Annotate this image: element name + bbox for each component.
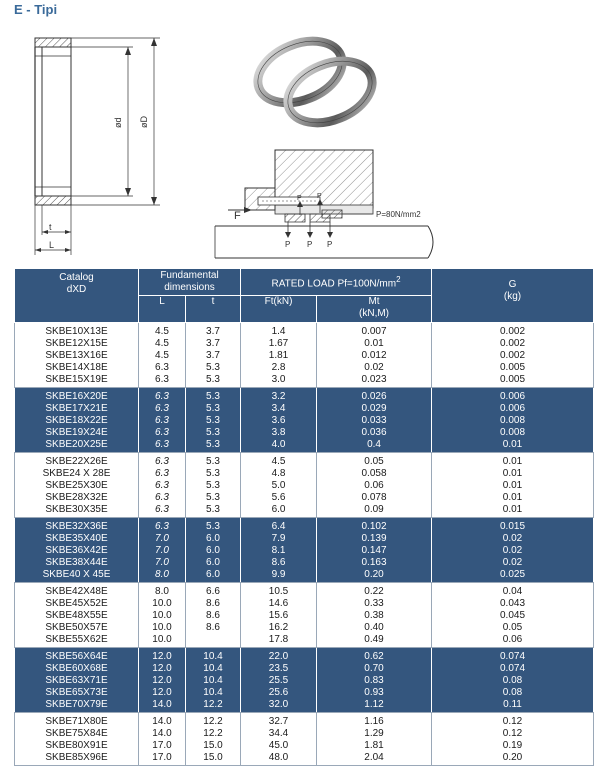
- cell-t: 8.6: [186, 598, 241, 610]
- cell-L: 10.0: [139, 598, 186, 610]
- cell-g: 0.02: [432, 557, 594, 569]
- table-row: [15, 403, 594, 415]
- table-row: [15, 713, 594, 729]
- cell-ft: 6.4: [241, 518, 317, 534]
- cell-t: 5.3: [186, 492, 241, 504]
- table-row: [15, 504, 594, 518]
- cell-g: 0.01: [432, 480, 594, 492]
- table-row: [15, 622, 594, 634]
- cell-cat: SKBE70X79E: [15, 699, 139, 713]
- cell-g: 0.002: [432, 338, 594, 350]
- cell-mt: 0.09: [317, 504, 432, 518]
- cell-cat: SKBE25X30E: [15, 480, 139, 492]
- cell-mt: 0.036: [317, 427, 432, 439]
- header-fundamental: Fundamental dimensions: [139, 269, 241, 296]
- cell-L: 17.0: [139, 752, 186, 766]
- cell-ft: 7.9: [241, 533, 317, 545]
- table-row: [15, 480, 594, 492]
- table-row: [15, 545, 594, 557]
- cell-mt: 1.12: [317, 699, 432, 713]
- cell-L: 6.3: [139, 504, 186, 518]
- cell-L: 12.0: [139, 675, 186, 687]
- cell-cat: SKBE12X15E: [15, 338, 139, 350]
- table-row: [15, 699, 594, 713]
- cell-g: 0.01: [432, 453, 594, 469]
- table-row: [15, 362, 594, 374]
- cell-g: 0.02: [432, 533, 594, 545]
- cell-ft: 4.0: [241, 439, 317, 453]
- cell-ft: 14.6: [241, 598, 317, 610]
- row-group: [15, 323, 594, 388]
- cell-t: 15.0: [186, 740, 241, 752]
- cell-ft: 22.0: [241, 648, 317, 664]
- table-row: [15, 439, 594, 453]
- t-dimension-label: t: [49, 222, 52, 232]
- cell-L: 14.0: [139, 713, 186, 729]
- cell-mt: 0.007: [317, 323, 432, 339]
- cell-t: 5.3: [186, 403, 241, 415]
- cell-cat: SKBE56X64E: [15, 648, 139, 664]
- cell-L: 14.0: [139, 699, 186, 713]
- cell-g: 0.015: [432, 518, 594, 534]
- cell-L: 4.5: [139, 338, 186, 350]
- cell-L: 6.3: [139, 415, 186, 427]
- cell-ft: 3.8: [241, 427, 317, 439]
- cell-cat: SKBE75X84E: [15, 728, 139, 740]
- cell-mt: 0.49: [317, 634, 432, 648]
- rings-photo: [249, 30, 382, 135]
- cell-ft: 34.4: [241, 728, 317, 740]
- cell-ft: 8.1: [241, 545, 317, 557]
- table-row: [15, 687, 594, 699]
- p-label-2: P: [307, 240, 313, 249]
- cell-ft: 10.5: [241, 583, 317, 599]
- cell-mt: 1.16: [317, 713, 432, 729]
- cell-mt: 0.029: [317, 403, 432, 415]
- cell-L: 6.3: [139, 362, 186, 374]
- row-group: [15, 388, 594, 453]
- cell-L: 8.0: [139, 569, 186, 583]
- cell-L: 6.3: [139, 439, 186, 453]
- table-row: [15, 583, 594, 599]
- cell-mt: 0.01: [317, 338, 432, 350]
- cell-t: 5.3: [186, 439, 241, 453]
- cell-L: 6.3: [139, 518, 186, 534]
- table-row: [15, 634, 594, 648]
- cell-ft: 3.4: [241, 403, 317, 415]
- cell-g: 0.005: [432, 362, 594, 374]
- table-row: [15, 663, 594, 675]
- cell-mt: 1.29: [317, 728, 432, 740]
- cell-mt: 0.078: [317, 492, 432, 504]
- cell-cat: SKBE38X44E: [15, 557, 139, 569]
- cell-cat: SKBE48X55E: [15, 610, 139, 622]
- cell-t: 10.4: [186, 648, 241, 664]
- table-row: [15, 427, 594, 439]
- header-mt: [317, 296, 432, 323]
- cell-g: 0.002: [432, 350, 594, 362]
- table-row: [15, 740, 594, 752]
- cell-L: 6.3: [139, 403, 186, 415]
- cell-t: 3.7: [186, 338, 241, 350]
- cell-mt: 0.40: [317, 622, 432, 634]
- cell-L: 6.3: [139, 427, 186, 439]
- table-row: [15, 557, 594, 569]
- assembly-diagram: [215, 150, 433, 258]
- cell-g: 0.006: [432, 388, 594, 404]
- cell-cat: SKBE19X24E: [15, 427, 139, 439]
- cell-mt: 0.70: [317, 663, 432, 675]
- cell-mt: 0.139: [317, 533, 432, 545]
- cell-t: 5.3: [186, 388, 241, 404]
- header-catalog: [15, 269, 139, 323]
- row-group: [15, 713, 594, 766]
- cell-L: 4.5: [139, 350, 186, 362]
- cell-g: 0.06: [432, 634, 594, 648]
- cell-L: 6.3: [139, 468, 186, 480]
- cell-mt: 0.83: [317, 675, 432, 687]
- cell-ft: 6.0: [241, 504, 317, 518]
- cell-cat: SKBE16X20E: [15, 388, 139, 404]
- cell-t: 6.0: [186, 533, 241, 545]
- cell-L: 12.0: [139, 687, 186, 699]
- pressure-label: P=80N/mm2: [376, 210, 421, 219]
- inner-diameter-label: ød: [113, 117, 123, 128]
- cell-L: 6.3: [139, 388, 186, 404]
- cell-ft: 48.0: [241, 752, 317, 766]
- cell-cat: SKBE65X73E: [15, 687, 139, 699]
- cell-ft: 45.0: [241, 740, 317, 752]
- cell-g: 0.002: [432, 323, 594, 339]
- cell-cat: SKBE45X52E: [15, 598, 139, 610]
- cell-g: 0.01: [432, 504, 594, 518]
- cell-g: 0.19: [432, 740, 594, 752]
- header-g-label: G: [508, 279, 517, 290]
- cell-g: 0.045: [432, 610, 594, 622]
- table-row: [15, 610, 594, 622]
- cell-cat: SKBE35X40E: [15, 533, 139, 545]
- cell-mt: 0.05: [317, 453, 432, 469]
- cell-t: 3.7: [186, 350, 241, 362]
- cell-cat: SKBE18X22E: [15, 415, 139, 427]
- table-row: [15, 453, 594, 469]
- cell-mt: 0.058: [317, 468, 432, 480]
- cell-L: 10.0: [139, 622, 186, 634]
- table-row: [15, 468, 594, 480]
- cell-cat: SKBE55X62E: [15, 634, 139, 648]
- table-row: [15, 350, 594, 362]
- cell-g: 0.04: [432, 583, 594, 599]
- cell-t: 5.3: [186, 518, 241, 534]
- cell-mt: 2.04: [317, 752, 432, 766]
- cell-mt: 0.163: [317, 557, 432, 569]
- cell-ft: 1.81: [241, 350, 317, 362]
- cell-t: 6.0: [186, 545, 241, 557]
- cell-g: 0.20: [432, 752, 594, 766]
- cell-g: 0.025: [432, 569, 594, 583]
- table-row: [15, 518, 594, 534]
- cell-L: 12.0: [139, 663, 186, 675]
- cell-mt: 0.147: [317, 545, 432, 557]
- cell-L: 6.3: [139, 374, 186, 388]
- p-label-4: P: [297, 195, 302, 202]
- header-rated-load-sup: 2: [396, 274, 401, 284]
- cell-cat: SKBE28X32E: [15, 492, 139, 504]
- cell-mt: 0.102: [317, 518, 432, 534]
- cell-t: 8.6: [186, 610, 241, 622]
- cell-L: 7.0: [139, 533, 186, 545]
- cell-g: 0.043: [432, 598, 594, 610]
- cell-ft: 17.8: [241, 634, 317, 648]
- header-l: L: [139, 296, 186, 323]
- cell-mt: 0.06: [317, 480, 432, 492]
- header-mt-label: Mt: [368, 296, 380, 307]
- cell-ft: 5.0: [241, 480, 317, 492]
- cell-L: 4.5: [139, 323, 186, 339]
- cell-g: 0.08: [432, 687, 594, 699]
- cell-ft: 25.6: [241, 687, 317, 699]
- cell-cat: SKBE50X57E: [15, 622, 139, 634]
- cell-ft: 9.9: [241, 569, 317, 583]
- cell-ft: 4.8: [241, 468, 317, 480]
- cell-ft: 1.4: [241, 323, 317, 339]
- cell-g: 0.074: [432, 648, 594, 664]
- cell-L: 7.0: [139, 545, 186, 557]
- cell-ft: 8.6: [241, 557, 317, 569]
- cell-t: 5.3: [186, 415, 241, 427]
- cell-g: 0.006: [432, 403, 594, 415]
- specification-table: [14, 268, 593, 766]
- cell-cat: SKBE32X36E: [15, 518, 139, 534]
- table-row: [15, 752, 594, 766]
- header-ft: Ft(kN): [241, 296, 317, 323]
- table-row: [15, 533, 594, 545]
- cell-g: 0.008: [432, 427, 594, 439]
- cell-cat: SKBE42X48E: [15, 583, 139, 599]
- cell-cat: SKBE60X68E: [15, 663, 139, 675]
- cell-g: 0.11: [432, 699, 594, 713]
- cell-g: 0.08: [432, 675, 594, 687]
- cell-cat: SKBE40 X 45E: [15, 569, 139, 583]
- cell-cat: SKBE22X26E: [15, 453, 139, 469]
- row-group: [15, 648, 594, 713]
- cell-t: 12.2: [186, 713, 241, 729]
- cell-mt: 0.033: [317, 415, 432, 427]
- cell-L: 6.3: [139, 480, 186, 492]
- cell-ft: 2.8: [241, 362, 317, 374]
- cell-mt: 0.4: [317, 439, 432, 453]
- cell-L: 12.0: [139, 648, 186, 664]
- l-dimension-label: L: [49, 240, 55, 250]
- p-label-3: P: [327, 240, 333, 249]
- cell-mt: 0.012: [317, 350, 432, 362]
- cell-mt: 0.33: [317, 598, 432, 610]
- cell-L: 6.3: [139, 492, 186, 504]
- cell-cat: SKBE14X18E: [15, 362, 139, 374]
- cell-cat: SKBE36X42E: [15, 545, 139, 557]
- table-row: [15, 492, 594, 504]
- cell-t: 10.4: [186, 687, 241, 699]
- cell-cat: SKBE20X25E: [15, 439, 139, 453]
- table-row: [15, 388, 594, 404]
- header-mt-sub: (kN,M): [359, 308, 390, 319]
- cell-cat: SKBE15X19E: [15, 374, 139, 388]
- cell-mt: 0.62: [317, 648, 432, 664]
- cell-mt: 0.026: [317, 388, 432, 404]
- header-catalog-sub: dXD: [66, 284, 87, 295]
- cell-t: 6.0: [186, 557, 241, 569]
- cell-L: 14.0: [139, 728, 186, 740]
- cell-t: 12.2: [186, 699, 241, 713]
- table-row: [15, 648, 594, 664]
- row-group: [15, 518, 594, 583]
- cell-mt: 0.22: [317, 583, 432, 599]
- cell-g: 0.02: [432, 545, 594, 557]
- cell-ft: 3.0: [241, 374, 317, 388]
- cell-t: 15.0: [186, 752, 241, 766]
- cell-mt: 0.38: [317, 610, 432, 622]
- cell-g: 0.005: [432, 374, 594, 388]
- table-row: [15, 598, 594, 610]
- header-g: [432, 269, 594, 323]
- header-g-sub: (kg): [503, 291, 522, 302]
- cell-t: 6.0: [186, 569, 241, 583]
- cell-cat: SKBE17X21E: [15, 403, 139, 415]
- cell-t: 5.3: [186, 504, 241, 518]
- cell-g: 0.12: [432, 713, 594, 729]
- cell-cat: SKBE63X71E: [15, 675, 139, 687]
- cell-L: 7.0: [139, 557, 186, 569]
- cell-ft: 23.5: [241, 663, 317, 675]
- table-row: [15, 728, 594, 740]
- header-catalog-label: Catalog: [59, 272, 94, 283]
- header-rated-load-label: RATED LOAD Pf=100N/mm: [271, 278, 397, 290]
- cell-t: 5.3: [186, 468, 241, 480]
- technical-drawing: [0, 0, 609, 268]
- cell-g: 0.008: [432, 415, 594, 427]
- p-label-5: P: [317, 193, 322, 200]
- cell-ft: 15.6: [241, 610, 317, 622]
- cell-t: 8.6: [186, 622, 241, 634]
- cell-t: 12.2: [186, 728, 241, 740]
- cell-g: 0.01: [432, 468, 594, 480]
- cell-ft: 3.6: [241, 415, 317, 427]
- header-t: t: [186, 296, 241, 323]
- cell-t: 10.4: [186, 675, 241, 687]
- table-row: [15, 675, 594, 687]
- cell-cat: SKBE71X80E: [15, 713, 139, 729]
- cell-ft: 32.0: [241, 699, 317, 713]
- cell-L: 17.0: [139, 740, 186, 752]
- cell-ft: 16.2: [241, 622, 317, 634]
- cell-L: 10.0: [139, 634, 186, 648]
- cell-t: 5.3: [186, 374, 241, 388]
- cell-cat: SKBE10X13E: [15, 323, 139, 339]
- cell-cat: SKBE30X35E: [15, 504, 139, 518]
- table-row: [15, 338, 594, 350]
- cell-t: 5.3: [186, 427, 241, 439]
- cell-t: 10.4: [186, 663, 241, 675]
- cell-t: 3.7: [186, 323, 241, 339]
- cell-L: 8.0: [139, 583, 186, 599]
- cell-g: 0.12: [432, 728, 594, 740]
- cell-g: 0.01: [432, 492, 594, 504]
- table-row: [15, 569, 594, 583]
- header-rated-load: [241, 269, 432, 296]
- force-label: F: [234, 210, 241, 222]
- table-row: [15, 374, 594, 388]
- cell-t: 5.3: [186, 480, 241, 492]
- p-label-1: P: [285, 240, 291, 249]
- cell-ft: 4.5: [241, 453, 317, 469]
- cell-cat: SKBE85X96E: [15, 752, 139, 766]
- row-group: [15, 583, 594, 648]
- cell-t: [186, 634, 241, 648]
- cell-L: 6.3: [139, 453, 186, 469]
- table-row: [15, 415, 594, 427]
- cell-ft: 5.6: [241, 492, 317, 504]
- cell-cat: SKBE24 X 28E: [15, 468, 139, 480]
- cell-ft: 1.67: [241, 338, 317, 350]
- cell-g: 0.05: [432, 622, 594, 634]
- cell-ft: 3.2: [241, 388, 317, 404]
- cell-g: 0.074: [432, 663, 594, 675]
- ring-cross-section: [35, 38, 160, 255]
- cell-mt: 0.93: [317, 687, 432, 699]
- outer-diameter-label: øD: [139, 116, 149, 128]
- cell-mt: 0.20: [317, 569, 432, 583]
- cell-t: 6.6: [186, 583, 241, 599]
- cell-cat: SKBE13X16E: [15, 350, 139, 362]
- cell-mt: 0.023: [317, 374, 432, 388]
- cell-t: 5.3: [186, 362, 241, 374]
- row-group: [15, 453, 594, 518]
- cell-ft: 32.7: [241, 713, 317, 729]
- cell-mt: 1.81: [317, 740, 432, 752]
- cell-t: 5.3: [186, 453, 241, 469]
- cell-cat: SKBE80X91E: [15, 740, 139, 752]
- cell-g: 0.01: [432, 439, 594, 453]
- cell-ft: 25.5: [241, 675, 317, 687]
- cell-L: 10.0: [139, 610, 186, 622]
- cell-mt: 0.02: [317, 362, 432, 374]
- page-title: E - Tipi: [14, 2, 58, 17]
- table-row: [15, 323, 594, 339]
